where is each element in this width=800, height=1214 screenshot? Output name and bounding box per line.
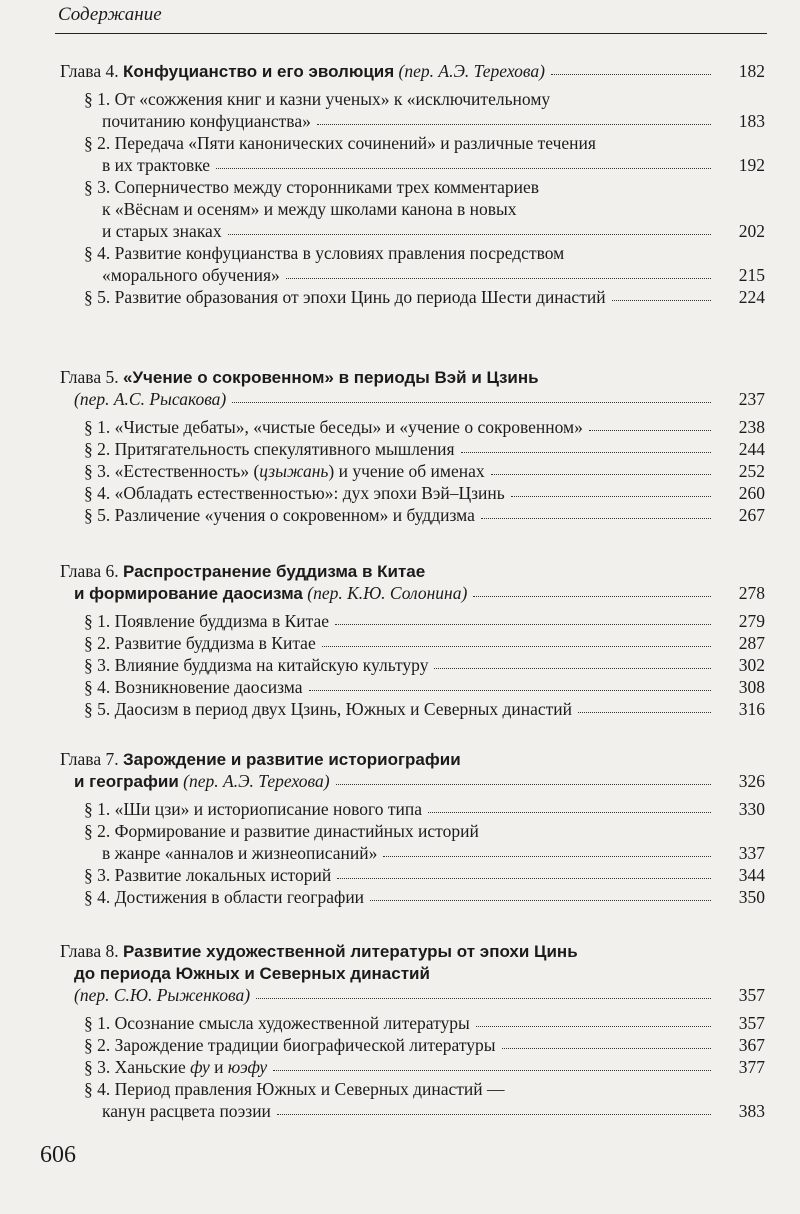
dot-leader (428, 798, 711, 813)
chapter-name: Конфуцианство и его эволюция (122, 62, 395, 81)
section-line (84, 416, 765, 438)
dot-leader (309, 676, 712, 691)
section-line (84, 1012, 765, 1034)
section-list (60, 88, 765, 308)
section-line (84, 698, 765, 720)
chapter-name: до периода Южных и Северных династий (74, 964, 430, 983)
section-title: § 1. Появление буддизма в Китае (84, 611, 330, 631)
dot-leader (502, 1034, 711, 1049)
section-entry (60, 632, 765, 654)
dot-leader (461, 438, 711, 453)
chapter-name: Развитие художественной литературы от эпохи Цинь (122, 942, 578, 961)
dot-leader (232, 388, 711, 403)
section-title: § 4. Период правления Южных и Северных династий — (84, 1079, 505, 1099)
section-entry (60, 132, 765, 176)
chapter-page: 278 (738, 583, 765, 603)
section-page: 215 (738, 265, 765, 285)
chapter-title (60, 60, 545, 83)
chapter-name: и формирование даосизма (74, 584, 303, 603)
section-title: в жанре «анналов и жизнеописаний» (102, 843, 378, 863)
section-entry (60, 504, 765, 526)
section-page: 267 (738, 505, 765, 525)
section-line (84, 842, 765, 864)
chapter-name: Зарождение и развитие историографии (122, 750, 461, 769)
dot-leader (335, 610, 711, 625)
section-line (84, 654, 765, 676)
section-page: 279 (738, 611, 765, 631)
section-title: § 3. Соперничество между сторонниками трех комментариев (84, 177, 540, 197)
section-line (84, 886, 765, 908)
section-entry (60, 242, 765, 286)
dot-leader (473, 582, 711, 597)
chapter-page: 237 (738, 389, 765, 409)
section-line (84, 632, 765, 654)
section-title: § 2. Зарождение традиции биографической литературы (84, 1035, 496, 1055)
section-entry (60, 88, 765, 132)
chapter-page: 326 (738, 771, 765, 791)
section-entry (60, 416, 765, 438)
section-line (84, 198, 765, 220)
section-entry (60, 286, 765, 308)
chapter-title-line (60, 770, 765, 792)
dot-leader (481, 504, 711, 519)
chapter-entry (60, 60, 765, 308)
section-entry (60, 676, 765, 698)
chapter-label: Глава 8. (60, 941, 119, 961)
section-line (84, 1034, 765, 1056)
section-title: § 1. От «сожжения книг и казни ученых» к «исключительному (84, 89, 551, 109)
section-entry (60, 438, 765, 460)
section-entry (60, 460, 765, 482)
section-page: 302 (738, 655, 765, 675)
dot-leader (336, 770, 711, 785)
section-entry (60, 482, 765, 504)
chapter-title (74, 582, 467, 605)
section-line (84, 820, 765, 842)
chapter-page: 182 (738, 61, 765, 81)
chapter-translator: (пер. А.Э. Терехова) (183, 771, 330, 791)
chapter-label: Глава 4. (60, 61, 119, 81)
section-title: § 4. «Обладать естественностью»: дух эпохи Вэй–Цзинь (84, 483, 505, 503)
section-page: 260 (738, 483, 765, 503)
section-title: § 5. Различение «учения о сокровенном» и буддизма (84, 505, 475, 525)
page-number: 606 (40, 1142, 76, 1168)
section-list (60, 1012, 765, 1122)
section-page: 344 (738, 865, 765, 885)
section-entry (60, 798, 765, 820)
section-line (84, 610, 765, 632)
dot-leader (370, 886, 711, 901)
section-line (84, 176, 765, 198)
section-title: канун расцвета поэзии (102, 1101, 271, 1121)
chapter-translator: (пер. С.Ю. Рыженкова) (74, 985, 251, 1005)
chapter-translator: (пер. К.Ю. Солонина) (307, 583, 468, 603)
section-page: 350 (738, 887, 765, 907)
chapter-title-line (60, 560, 765, 582)
section-title: § 3. «Естественность» (цзыжань) и учение об именах (84, 461, 485, 481)
dot-leader (216, 154, 711, 169)
dot-leader (383, 842, 711, 857)
section-entry (60, 1012, 765, 1034)
section-title: и старых знаках (102, 221, 222, 241)
section-page: 367 (738, 1035, 765, 1055)
section-line (84, 864, 765, 886)
chapter-title-line (60, 60, 765, 82)
running-header: Содержание (58, 4, 162, 25)
section-line (84, 798, 765, 820)
dot-leader (491, 460, 711, 475)
section-title: к «Вёснам и осеням» и между школами канона в новых (102, 199, 517, 219)
section-line (84, 438, 765, 460)
chapter-translator: (пер. А.С. Рысакова) (74, 389, 227, 409)
section-title: § 2. Формирование и развитие династийных историй (84, 821, 479, 841)
section-line (84, 1100, 765, 1122)
section-title: в их трактовке (102, 155, 211, 175)
dot-leader (434, 654, 711, 669)
section-title: § 4. Достижения в области географии (84, 887, 365, 907)
section-entry (60, 698, 765, 720)
section-line (84, 460, 765, 482)
section-title: § 1. «Чистые дебаты», «чистые беседы» и «учение о сокровенном» (84, 417, 583, 437)
dot-leader (476, 1012, 711, 1027)
chapter-label: Глава 5. (60, 367, 119, 387)
section-entry (60, 886, 765, 908)
section-page: 377 (738, 1057, 765, 1077)
dot-leader (317, 110, 711, 125)
dot-leader (228, 220, 711, 235)
chapter-entry (60, 366, 765, 526)
chapter-name: Распространение буддизма в Китае (122, 562, 426, 581)
chapter-title-line (60, 582, 765, 604)
section-entry (60, 654, 765, 676)
section-title: § 1. Осознание смысла художественной литературы (84, 1013, 470, 1033)
dot-leader (511, 482, 711, 497)
section-title: § 2. Притягательность спекулятивного мышления (84, 439, 455, 459)
dot-leader (578, 698, 711, 713)
section-line (84, 264, 765, 286)
section-entry (60, 1078, 765, 1122)
section-title: § 1. «Ши цзи» и историописание нового типа (84, 799, 423, 819)
chapter-translator-line (60, 984, 765, 1006)
chapter-entry (60, 748, 765, 908)
section-line (84, 1078, 765, 1100)
section-page: 330 (738, 799, 765, 819)
section-line (84, 88, 765, 110)
section-title: почитанию конфуцианства» (102, 111, 311, 131)
section-line (84, 676, 765, 698)
section-page: 224 (738, 287, 765, 307)
dot-leader (256, 984, 711, 999)
section-line (84, 132, 765, 154)
section-title: § 5. Развитие образования от эпохи Цинь до периода Шести династий (84, 287, 606, 307)
section-page: 357 (738, 1013, 765, 1033)
section-list (60, 416, 765, 526)
chapter-entry (60, 560, 765, 720)
section-title: «морального обучения» (102, 265, 280, 285)
section-page: 202 (738, 221, 765, 241)
dot-leader (273, 1056, 711, 1071)
chapter-title-line (60, 366, 765, 388)
section-line (84, 220, 765, 242)
section-entry (60, 1056, 765, 1078)
section-page: 287 (738, 633, 765, 653)
section-title: § 2. Развитие буддизма в Китае (84, 633, 316, 653)
section-entry (60, 1034, 765, 1056)
section-title: § 5. Даосизм в период двух Цзинь, Южных и Северных династий (84, 699, 573, 719)
dot-leader (277, 1100, 711, 1115)
section-page: 244 (738, 439, 765, 459)
section-list (60, 798, 765, 908)
section-title: § 3. Влияние буддизма на китайскую культуру (84, 655, 429, 675)
section-line (84, 110, 765, 132)
section-page: 337 (738, 843, 765, 863)
chapter-title-line (60, 962, 765, 984)
dot-leader (612, 286, 711, 301)
section-list (60, 610, 765, 720)
header-rule (55, 33, 767, 34)
dot-leader (322, 632, 711, 647)
chapter-title (74, 770, 330, 793)
section-line (84, 242, 765, 264)
section-entry (60, 820, 765, 864)
section-title: § 4. Развитие конфуцианства в условиях правления посредством (84, 243, 565, 263)
section-title: § 2. Передача «Пяти канонических сочинений» и различные течения (84, 133, 596, 153)
dot-leader (286, 264, 711, 279)
chapter-translator: (пер. А.Э. Терехова) (398, 61, 545, 81)
section-entry (60, 610, 765, 632)
section-line (84, 482, 765, 504)
section-entry (60, 176, 765, 242)
section-page: 238 (738, 417, 765, 437)
section-page: 192 (738, 155, 765, 175)
chapter-entry (60, 940, 765, 1122)
section-page: 252 (738, 461, 765, 481)
chapter-label: Глава 7. (60, 749, 119, 769)
section-page: 308 (738, 677, 765, 697)
section-title: § 3. Ханьские фу и юэфу (84, 1057, 268, 1077)
chapter-name: и географии (74, 772, 179, 791)
chapter-title-line (60, 940, 765, 962)
section-title: § 3. Развитие локальных историй (84, 865, 332, 885)
section-line (84, 1056, 765, 1078)
section-line (84, 286, 765, 308)
chapter-title-line (60, 748, 765, 770)
section-entry (60, 864, 765, 886)
section-page: 383 (738, 1101, 765, 1121)
dot-leader (589, 416, 711, 431)
dot-leader (337, 864, 711, 879)
section-line (84, 504, 765, 526)
chapter-translator-line (60, 388, 765, 410)
section-page: 183 (738, 111, 765, 131)
section-page: 316 (738, 699, 765, 719)
dot-leader (551, 60, 711, 75)
chapter-name: «Учение о сокровенном» в периоды Вэй и Цзинь (122, 368, 539, 387)
chapter-page: 357 (738, 985, 765, 1005)
section-title: § 4. Возникновение даосизма (84, 677, 303, 697)
section-line (84, 154, 765, 176)
chapter-label: Глава 6. (60, 561, 119, 581)
